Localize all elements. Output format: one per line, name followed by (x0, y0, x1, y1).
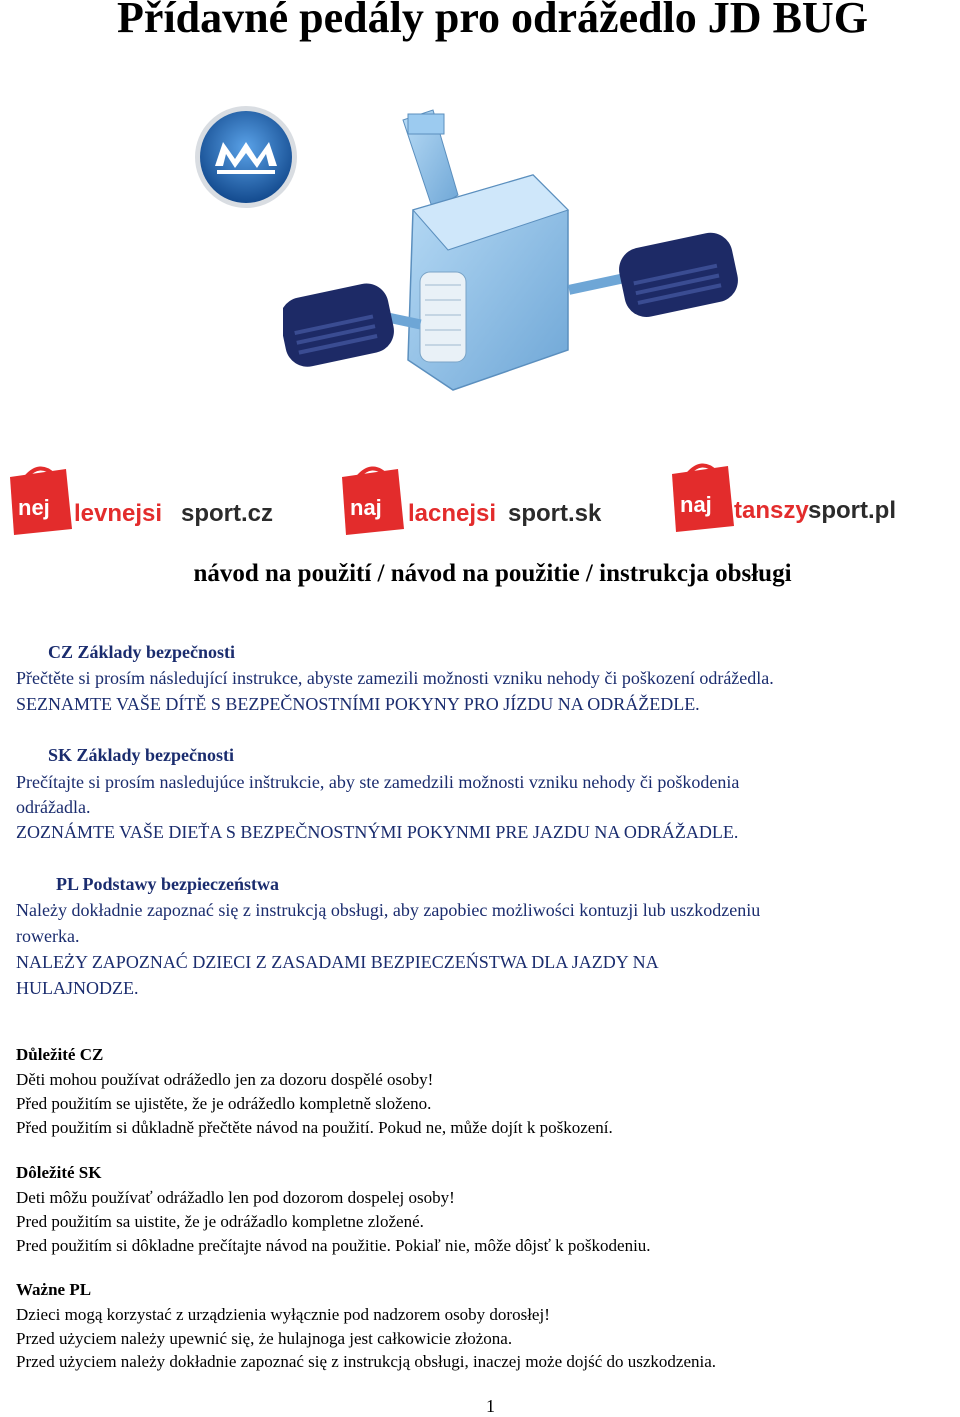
important-pl-line: Przed użyciem należy dokładnie zapoznać się z instrukcją obsługi, inaczej może dojść do uszkodzenia. (16, 1352, 717, 1371)
product-image (283, 100, 753, 410)
safety-sk-line: odrážadla. (16, 797, 91, 817)
store-logo-sk (338, 463, 628, 545)
important-cz-heading: Důležité CZ (16, 1045, 104, 1064)
store-prefix: nej (18, 495, 50, 520)
store-prefix: naj (350, 495, 382, 520)
store-name: lacnejsi (408, 500, 497, 527)
store-name: tanszy (734, 497, 809, 524)
important-pl-line: Przed użyciem należy upewnić się, że hulajnoga jest całkowicie złożona. (16, 1329, 513, 1348)
important-cz-line: Před použitím se ujistěte, že je odrážedlo kompletně složeno. (16, 1094, 432, 1113)
safety-cz-heading: CZ Základy bezpečnosti (48, 642, 236, 662)
page-title: Přídavné pedály pro odrážedlo JD BUG (117, 0, 868, 42)
store-logo-pl (668, 460, 958, 542)
store-logo-cz (6, 463, 296, 545)
important-sk-line: Deti môžu používať odrážadlo len pod dozorom dospelej osoby! (16, 1188, 455, 1207)
important-pl-line: Dzieci mogą korzystać z urządzienia wyłącznie pod nadzorem osoby dorosłej! (16, 1305, 550, 1324)
safety-sk-heading: SK Základy bezpečnosti (48, 745, 235, 765)
page-number: 1 (486, 1396, 495, 1416)
important-sk-line: Pred použitím si dôkladne prečítajte návod na použitie. Pokiaľ nie, môže dôjsť k poškodeniu. (16, 1236, 651, 1255)
safety-pl-line: Należy dokładnie zapoznać się z instrukcją obsługi, aby zapobiec możliwości kontuzji lub uszkodzeniu (16, 900, 761, 920)
store-domain: sport.pl (808, 497, 896, 524)
store-domain: sport.sk (508, 500, 602, 527)
safety-pl-line: HULAJNODZE. (16, 978, 139, 998)
important-sk-heading: Dôležité SK (16, 1163, 102, 1182)
safety-pl-line: NALEŻY ZAPOZNAĆ DZIECI Z ZASADAMI BEZPIECZEŃSTWA DLA JAZDY NA (16, 952, 659, 972)
subtitle: návod na použití / návod na použitie / instrukcja obsługi (193, 560, 792, 587)
safety-pl-line: rowerka. (16, 926, 80, 946)
important-pl-heading: Ważne PL (16, 1280, 92, 1299)
safety-cz-line: Přečtěte si prosím následující instrukce, abyste zamezili možnosti vzniku nehody či poškození odrážedla. (16, 668, 774, 688)
store-prefix: naj (680, 492, 712, 517)
store-name: levnejsi (74, 500, 163, 527)
safety-cz-line: SEZNAMTE VAŠE DÍTĚ S BEZPEČNOSTNÍMI POKYNY PRO JÍZDU NA ODRÁŽEDLE. (16, 694, 700, 714)
important-cz-line: Děti mohou používat odrážedlo jen za dozoru dospělé osoby! (16, 1070, 434, 1089)
important-sk-line: Pred použitím sa uistite, že je odrážadlo kompletne zložené. (16, 1212, 424, 1231)
pedals-product-icon (283, 100, 753, 410)
safety-sk-line: Prečítajte si prosím nasledujúce inštrukcie, aby ste zamedzili možnosti vzniku nehody či poškodenia (16, 772, 740, 792)
safety-sk-line: ZOZNÁMTE VAŠE DIEŤA S BEZPEČNOSTNÝMI POKYNMI PRE JAZDU NA ODRÁŽADLE. (16, 822, 739, 842)
store-domain: sport.cz (181, 500, 274, 527)
important-cz-line: Před použitím si důkladně přečtěte návod na použití. Pokud ne, může dojít k poškození. (16, 1118, 613, 1137)
safety-pl-heading: PL Podstawy bezpieczeństwa (56, 874, 279, 894)
